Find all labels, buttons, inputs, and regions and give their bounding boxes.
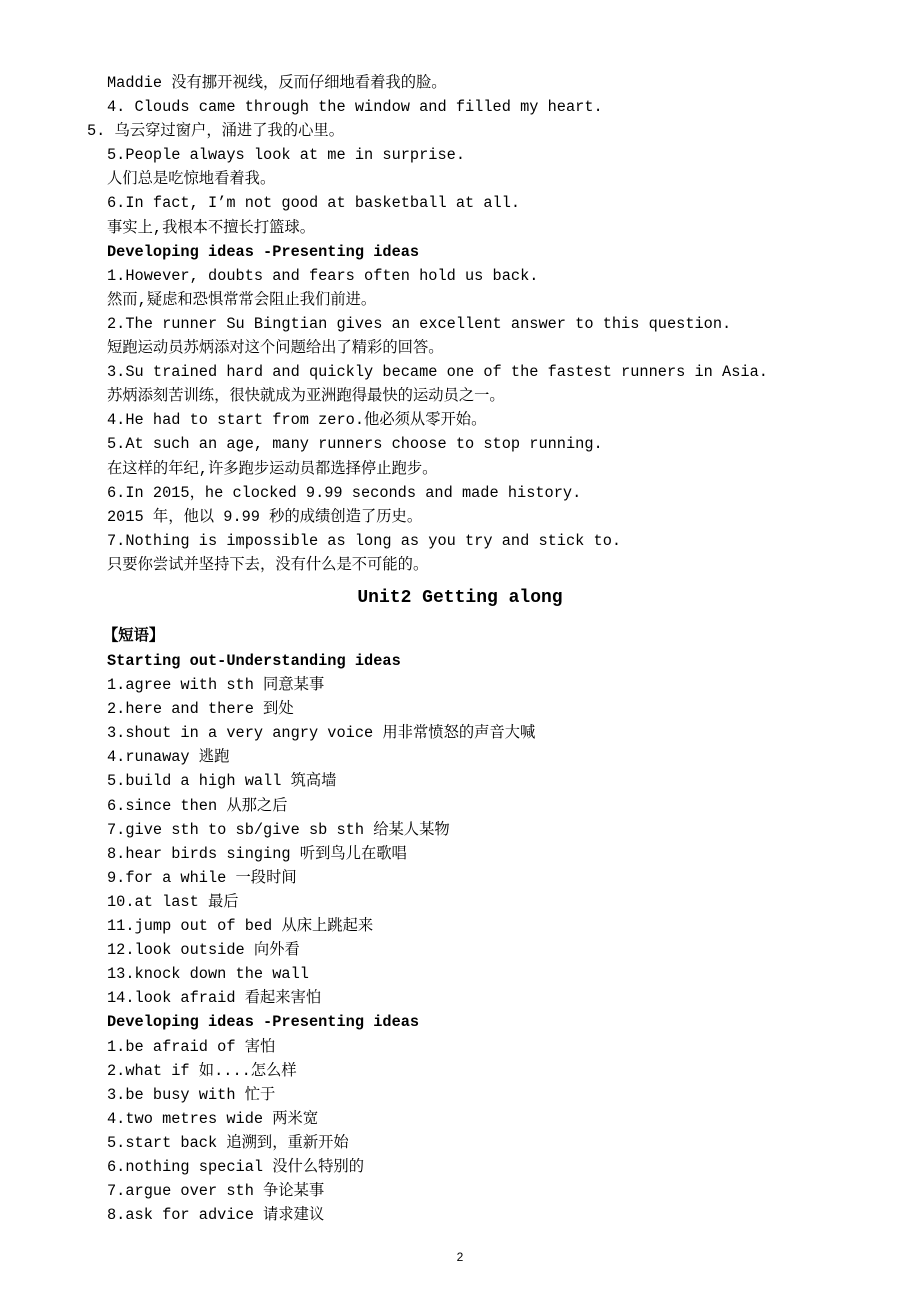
text-line: 在这样的年纪,许多跑步运动员都选择停止跑步。 <box>107 459 438 478</box>
text-line: 然而,疑虑和恐惧常常会阻止我们前进。 <box>107 290 377 309</box>
phrase-item: 5.build a high wall 筑高墙 <box>107 772 337 791</box>
phrase-item: 8.ask for advice 请求建议 <box>107 1206 325 1225</box>
text-line: 只要你尝试并坚持下去，没有什么是不可能的。 <box>107 555 429 574</box>
text-line: 1.However, doubts and fears often hold us back. <box>107 266 539 285</box>
top-section <box>87 71 768 577</box>
phrase-item: 12.look outside 向外看 <box>107 941 300 960</box>
unit-title: Unit2 Getting along <box>357 588 563 608</box>
phrase-item: 1.be afraid of 害怕 <box>107 1037 276 1056</box>
text-line: 7.Nothing is impossible as long as you try and stick to. <box>107 531 622 550</box>
phrase-item: 9.for a while 一段时间 <box>107 868 297 887</box>
text-line: 事实上,我根本不擅长打篮球。 <box>107 218 316 237</box>
text-line: Maddie 没有挪开视线，反而仔细地看着我的脸。 <box>107 74 447 92</box>
phrase-item: 4.runaway 逃跑 <box>107 748 230 767</box>
phrase-item: 2.what if 如....怎么样 <box>107 1061 297 1080</box>
phrase-item: 3.shout in a very angry voice 用非常愤怒的声音大喊 <box>107 724 536 743</box>
text-line: 4. Clouds came through the window and filled my heart. <box>107 98 603 117</box>
text-line: 5. 乌云穿过窗户，涌进了我的心里。 <box>87 122 344 141</box>
section-heading: Developing ideas -Presenting ideas <box>107 1013 420 1032</box>
text-line: 5.At such an age, many runners choose to stop running. <box>107 435 603 454</box>
text-line: 短跑运动员苏炳添对这个问题给出了精彩的回答。 <box>107 339 444 358</box>
phrase-item: 3.be busy with 忙于 <box>107 1085 276 1104</box>
phrases-section <box>107 649 535 1227</box>
phrase-item: 1.agree with sth 同意某事 <box>107 676 325 695</box>
phrase-item: 6.nothing special 没什么特别的 <box>107 1157 365 1176</box>
text-line: 2015 年，他以 9.99 秒的成绩创造了历史。 <box>107 507 423 526</box>
section-heading: Developing ideas -Presenting ideas <box>107 242 420 261</box>
phrases-label: 【短语】 <box>103 627 165 645</box>
phrase-item: 10.at last 最后 <box>107 892 239 911</box>
text-line: 4.He had to start from zero.他必须从零开始。 <box>107 411 487 430</box>
phrase-item: 8.hear birds singing 听到鸟儿在歌唱 <box>107 844 407 863</box>
phrase-item: 7.give sth to sb/give sb sth 给某人某物 <box>107 820 450 839</box>
section-heading: Starting out-Understanding ideas <box>107 652 401 670</box>
phrase-item: 7.argue over sth 争论某事 <box>107 1182 325 1201</box>
text-line: 3.Su trained hard and quickly became one of the fastest runners in Asia. <box>107 363 768 382</box>
phrase-item: 14.look afraid 看起来害怕 <box>107 989 322 1008</box>
phrase-item: 11.jump out of bed 从床上跳起来 <box>107 917 374 936</box>
phrases-label-wrap <box>103 624 164 648</box>
page-number: 2 <box>456 1250 464 1264</box>
phrase-item: 4.two metres wide 两米宽 <box>107 1109 319 1128</box>
text-line: 苏炳添刻苦训练，很快就成为亚洲跑得最快的运动员之一。 <box>107 387 505 406</box>
text-line: 2.The runner Su Bingtian gives an excellent answer to this question. <box>107 314 732 333</box>
text-line: 6.In 2015，he clocked 9.99 seconds and made history. <box>107 483 582 502</box>
text-line: 5.People always look at me in surprise. <box>107 146 466 165</box>
text-line: 人们总是吃惊地看着我。 <box>107 170 276 189</box>
phrase-item: 2.here and there 到处 <box>107 700 294 719</box>
phrase-item: 13.knock down the wall <box>107 965 309 984</box>
phrase-item: 6.since then 从那之后 <box>107 796 288 815</box>
text-line: 6.In fact, I’m not good at basketball at all. <box>107 194 521 213</box>
phrase-item: 5.start back 追溯到，重新开始 <box>107 1133 349 1152</box>
